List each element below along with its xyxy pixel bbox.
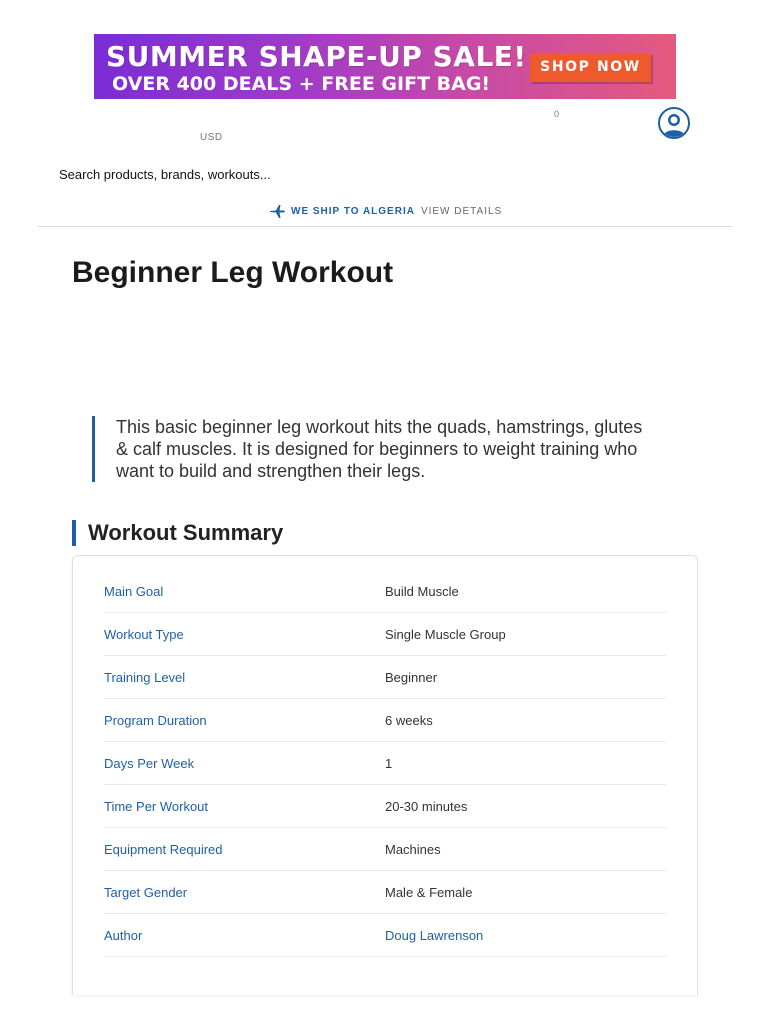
summary-label[interactable]: Training Level	[104, 669, 186, 685]
summary-label[interactable]: Main Goal	[104, 583, 164, 599]
summary-value: Machines	[385, 841, 441, 857]
plane-icon	[270, 205, 285, 218]
summary-value: 1	[385, 755, 393, 771]
view-details-link[interactable]: VIEW DETAILS	[420, 205, 503, 217]
summary-label[interactable]: Time Per Workout	[104, 798, 209, 814]
summary-label[interactable]: Equipment Required	[104, 841, 223, 857]
summary-row-days-per-week	[104, 742, 666, 785]
summary-value: Male & Female	[385, 884, 473, 900]
summary-row-main-goal	[104, 570, 666, 613]
summary-row-equipment	[104, 828, 666, 871]
intro-blockquote: This basic beginner leg workout hits the quads, hamstrings, glutes & calf muscles. It is designed for beginners to weight training who want to build and strengthen their legs.	[92, 416, 652, 482]
summary-table	[104, 570, 666, 957]
summary-row-target-gender	[104, 871, 666, 914]
promo-banner[interactable]	[94, 34, 676, 99]
promo-headline: SUMMER SHAPE-UP SALE!	[106, 40, 527, 73]
summary-label[interactable]: Days Per Week	[104, 755, 195, 771]
summary-value: 6 weeks	[385, 712, 433, 728]
search-input[interactable]: Search products, brands, workouts...	[59, 167, 271, 182]
cart-count-badge[interactable]: 0	[554, 109, 560, 119]
summary-value: 20-30 minutes	[385, 798, 468, 814]
summary-label[interactable]: Target Gender	[104, 884, 188, 900]
shipping-destination: WE SHIP TO ALGERIA	[291, 205, 415, 217]
summary-label[interactable]: Program Duration	[104, 712, 207, 728]
currency-selector[interactable]: USD	[200, 132, 223, 143]
summary-row-program-duration	[104, 699, 666, 742]
shipping-notice	[270, 204, 502, 218]
summary-value: Single Muscle Group	[385, 626, 506, 642]
workout-summary-card	[72, 555, 698, 995]
user-icon	[660, 109, 688, 137]
shop-now-button[interactable]: SHOP NOW	[530, 53, 651, 82]
page-title: Beginner Leg Workout	[72, 256, 394, 289]
header-divider	[38, 226, 732, 227]
summary-row-training-level	[104, 656, 666, 699]
author-link[interactable]: Doug Lawrenson	[385, 927, 484, 943]
summary-value: Beginner	[385, 669, 438, 685]
summary-row-author	[104, 914, 666, 957]
summary-row-workout-type	[104, 613, 666, 656]
summary-row-time-per-workout	[104, 785, 666, 828]
promo-subheadline: OVER 400 DEALS + FREE GIFT BAG!	[112, 73, 491, 95]
summary-label[interactable]: Workout Type	[104, 626, 184, 642]
summary-value: Build Muscle	[385, 583, 459, 599]
summary-label[interactable]: Author	[104, 927, 143, 943]
workout-summary-heading: Workout Summary	[72, 520, 283, 546]
account-button[interactable]	[658, 107, 690, 139]
